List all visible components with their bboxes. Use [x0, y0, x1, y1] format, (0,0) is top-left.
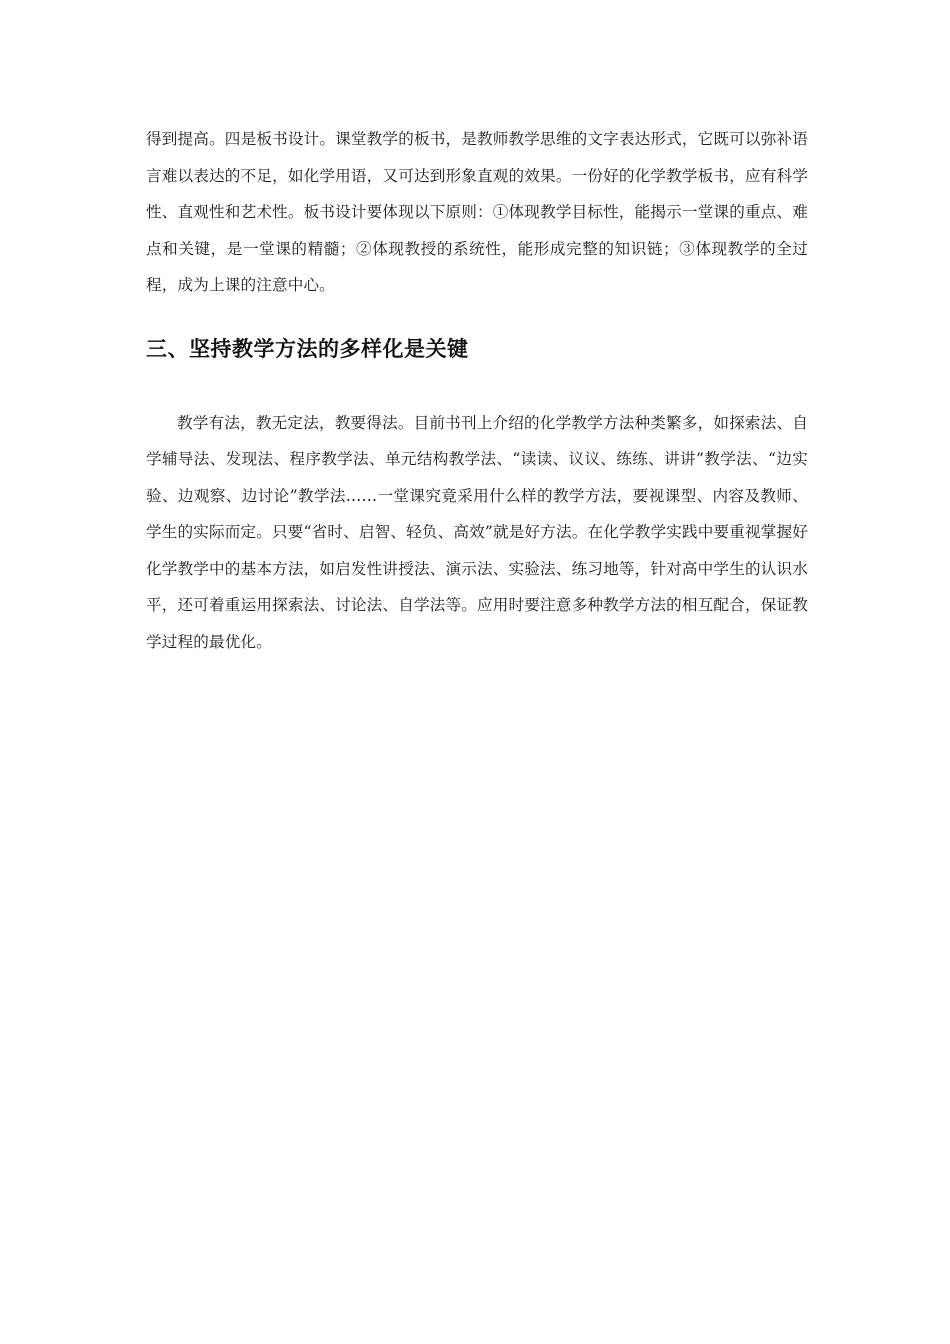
document-body [146, 121, 808, 660]
paragraph-teaching-methods: 教学有法，教无定法，教要得法。目前书刊上介绍的化学教学方法种类繁多，如探索法、自学辅导法、发现法、程序教学法、单元结构教学法、“读读、议议、练练、讲讲”教学法、“边实验、边观察、边讨论”教学法……一堂课究竟采用什么样的教学方法，要视课型、内容及教师、学生的实际而定。只要“省时、启智、轻负、高效”就是好方法。在化学教学实践中要重视掌握好化学教学中的基本方法，如启发性讲授法、演示法、实验法、练习地等，针对高中学生的认识水平，还可着重运用探索法、讨论法、自学法等。应用时要注意多种教学方法的相互配合，保证教学过程的最优化。 [146, 413, 808, 651]
paragraph-board-design: 得到提高。四是板书设计。课堂教学的板书，是教师教学思维的文字表达形式，它既可以弥补语言难以表达的不足，如化学用语，又可达到形象直观的效果。一份好的化学教学板书，应有科学性、直观性和艺术性。板书设计要体现以下原则：①体现教学目标性，能揭示一堂课的重点、难点和关键，是一堂课的精髓；②体现教授的系统性，能形成完整的知识链；③体现教学的全过程，成为上课的注意中心。 [146, 130, 808, 294]
section-heading: 三、坚持教学方法的多样化是关键 [146, 336, 469, 361]
